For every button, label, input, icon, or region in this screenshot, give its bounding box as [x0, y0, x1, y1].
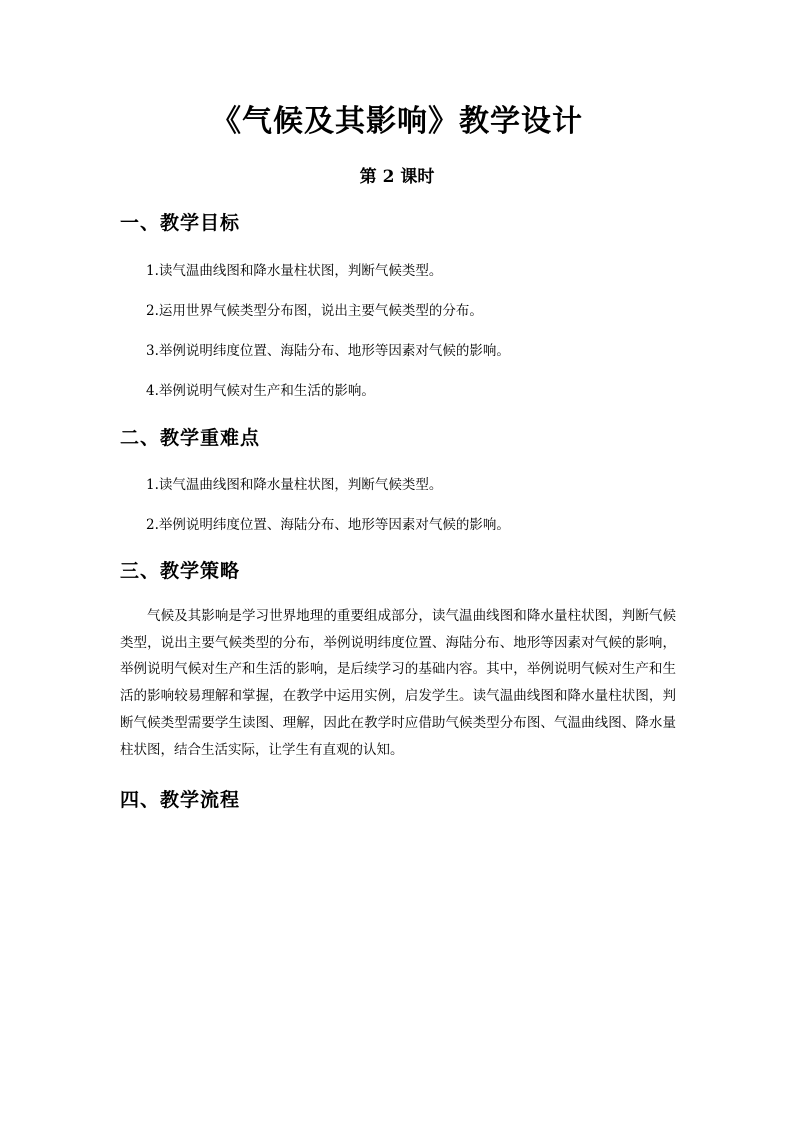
strategy-paragraph: 气候及其影响是学习世界地理的重要组成部分，读气温曲线图和降水量柱状图，判断气候类型，说出主要气候类型的分布，举例说明纬度位置、海陆分布、地形等因素对气候的影响，举例说明气候对生产和生活的影响，是后续学习的基础内容。其中，举例说明气候对生产和生活的影响较易理解和掌握，在教学中运用实例，启发学生。读气温曲线图和降水量柱状图，判断气候类型需要学生读图、理解，因此在教学时应借助气候类型分布图、气温曲线图、降水量柱状图，结合生活实际，让学生有直观的认知。: [120, 608, 676, 758]
section-heading-strategy: 三、教学策略: [120, 560, 241, 582]
objective-item: 2.运用世界气候类型分布图，说出主要气候类型的分布。: [146, 303, 483, 319]
objective-item: 4.举例说明气候对生产和生活的影响。: [146, 383, 375, 399]
section-heading-process: 四、教学流程: [120, 789, 241, 811]
objective-item: 1.读气温曲线图和降水量柱状图，判断气候类型。: [146, 263, 443, 279]
section-heading-key-points: 二、教学重难点: [120, 427, 261, 449]
key-point-item: 1.读气温曲线图和降水量柱状图，判断气候类型。: [146, 477, 443, 493]
section-heading-objectives: 一、教学目标: [120, 212, 241, 234]
objective-item: 3.举例说明纬度位置、海陆分布、地形等因素对气候的影响。: [146, 343, 510, 359]
key-point-item: 2.举例说明纬度位置、海陆分布、地形等因素对气候的影响。: [146, 517, 510, 533]
lesson-subtitle: 第 2 课时: [359, 167, 435, 187]
document-title: 《气候及其影响》教学设计: [211, 104, 583, 139]
